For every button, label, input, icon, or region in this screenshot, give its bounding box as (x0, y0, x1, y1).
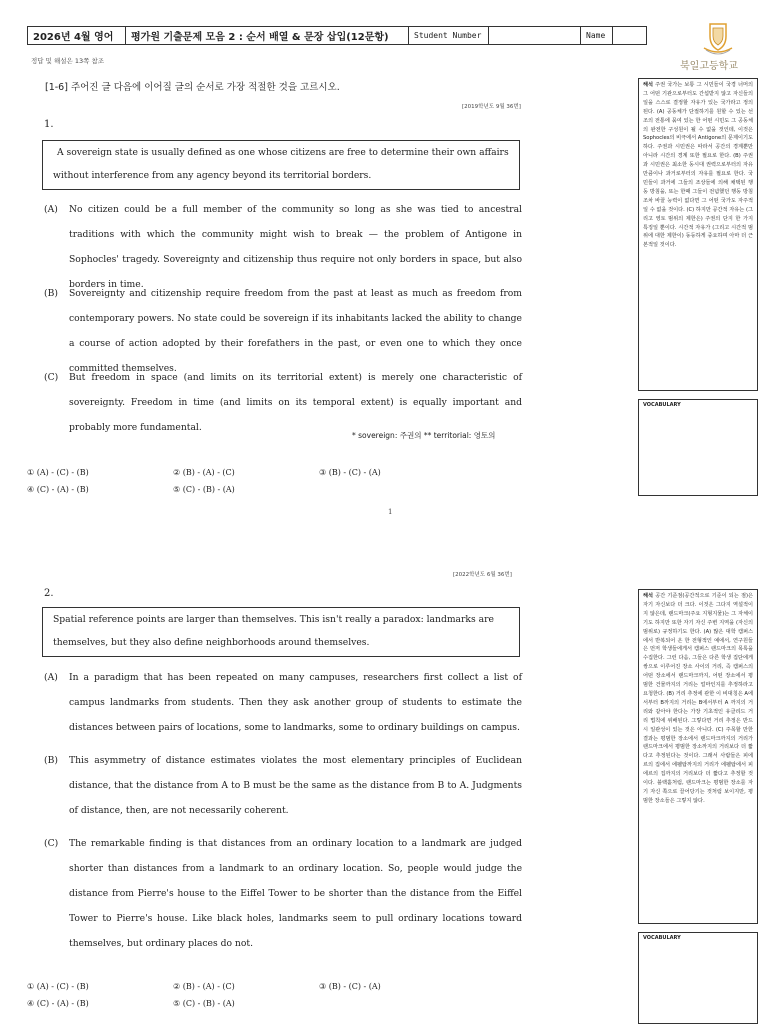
paragraph-c (44, 831, 522, 956)
name-label: Name (581, 27, 613, 44)
exam-title: 평가원 기출문제 모음 2 : 순서 배열 & 문장 삽입(12문항) (126, 27, 409, 44)
question-source: [2022학년도 6월 36번] (453, 572, 512, 578)
exam-header (27, 26, 647, 45)
question-source: [2019학년도 9월 36번] (462, 104, 521, 110)
paragraph-label: (A) (44, 672, 58, 683)
option-1[interactable]: ① (A) - (C) - (B) (27, 468, 89, 477)
paragraph-b (44, 748, 522, 823)
school-logo-icon (700, 20, 736, 56)
paragraph-c (44, 365, 522, 440)
paragraph-a (44, 665, 522, 740)
paragraph-label: (C) (44, 372, 59, 383)
vocabulary-box: VOCABULARY (638, 932, 758, 1024)
question-number: 1. (44, 119, 54, 130)
student-number-field[interactable] (489, 27, 581, 44)
paragraph-text: This asymmetry of distance estimates violates the most elementary principles of Euclidean distance, that the distance from A to B must be the same as the distance from B to A. Judgments of distance, then, are not necessarily coherent. (69, 755, 522, 816)
option-5[interactable]: ⑤ (C) - (B) - (A) (173, 485, 235, 494)
given-passage: Spatial reference points are larger than themselves. This isn't really a paradox: landmarks are themselves, but they also define neighborhoods around themselves. (42, 607, 520, 657)
explanation-heading: 해석 (643, 82, 654, 88)
option-5[interactable]: ⑤ (C) - (B) - (A) (173, 999, 235, 1008)
explanation-text: 공간 기준점(공간적으로 기준이 되는 점)은 자기 자신보다 더 크다. 이것은 그다지 역설적이지 않은데, 랜드마크(주요 지형지물)는 그 자체이기도 하지만 또한 자기 자신 주변 지역을 (자신의 범위로) 규정하기도 한다. (A) 많은 대학 캠퍼스에서 반복되어 온 한 전형적인 예에서, 연구원들은 먼저 학생들에게서 캠퍼스 랜드마크의 목록을 수집한다. 그런 다음, 그들은 다른 학생 집단에게 쌍으로 이루어진 장소 사이의 거리, 즉 캠퍼스의 어떤 장소에서 랜드마크까지, 어떤 장소에서 평범한 건물까지의 거리는 얼마인지를 추정하라고 요청한다. (B) 거리 추정에 관한 이 비대칭은 A에서부터 B까지의 거리는 B에서부터 A 까지의 거리와 같아야 한다는 가장 기초적인 유클리드 거리 법칙에 위배된다. 그렇다면 거리 추정은 반드시 일관성이 있는 것은 아니다. (C) 주목할 만한 결과는 평범한 장소에서 랜드마크까지의 거리가 랜드마크에서 평범한 장소까지의 거리보다 더 짧다고 추정된다는 것이다. 그래서 사람들은 피에르의 집에서 에펠탑까지의 거리가 에펠탑에서 피에르의 집까지의 거리보다 더 짧다고 추정할 것이다. 블랙홀처럼, 랜드마크는 평범한 장소를 자기 자신 쪽으로 끌어당기는 것처럼 보이지만, 평범한 장소들은 그렇지 않다. (643, 593, 753, 804)
explanation-box (638, 589, 758, 924)
paragraph-text: In a paradigm that has been repeated on many campuses, researchers first collect a list of campus landmarks from students. Then they ask another group of students to estimate the distances between pairs of locations, some to landmarks, some to ordinary buildings on campus. (69, 672, 522, 733)
exam-date: 2026년 4월 영어 (28, 27, 126, 44)
instruction: [1-6] 주어진 글 다음에 이어질 글의 순서로 가장 적절한 것을 고르시오. (45, 82, 340, 93)
explanation-text: 주권 국가는 보통 그 시민들이 국경 너머의 그 어떤 기관으로부터도 간섭받지 않고 자신들의 일을 스스로 결정할 자유가 있는 국가라고 정의된다. (A) 공동체가 단절하기를 원할 수 있는 선조의 전통에 묶여 있는 한 어떤 시민도 그 공동체의 완전한 구성원이 될 수 없을 것인데, 이것은 Sophocles의 비극에서 Antigone의 문제이기도 하다. 주권과 시민권은 따라서 공간의 경계뿐만 아니라 시간의 경계 또한 필요로 한다. (B) 주권과 시민권은 최소한 동시대 권력으로부터의 자유만큼이나 과거로부터의 자유를 필요로 한다. 국민들이 과거에 그들의 조상들에 의해 채택된 행동 방침을, 또는 한때 그들이 전념했던 행동 방침조차 바꿀 능력이 없다면 그 어떤 국가도 자주적일 수 없을 것이다. (C) 하지만 공간적 자유는 (그리고 영토 범위의 제한은) 주권의 단지 한 가지 특징일 뿐이다. 시간적 자유가 (그리고 시간적 범위에 대한 제한이) 동등하게 중요하며 아마 더 근본적일 것이다. (643, 82, 753, 249)
answer-reference: 정답 및 해설은 13쪽 참조 (31, 57, 105, 65)
paragraph-label: (B) (44, 755, 58, 766)
name-field[interactable] (613, 27, 646, 44)
paragraph-text: The remarkable finding is that distances from an ordinary location to a landmark are judged shorter than distances from a landmark to an ordinary location. So, people would judge the distance from Pierre's house to the Eiffel Tower to be shorter than the distance from the Eiffel Tower to Pierre's house. Like black holes, landmarks seem to pull ordinary locations toward themselves, but ordinary places do not. (69, 838, 522, 949)
option-3[interactable]: ③ (B) - (C) - (A) (319, 468, 381, 477)
page-number: 1 (388, 508, 393, 516)
paragraph-label: (C) (44, 838, 59, 849)
vocabulary-box: VOCABULARY (638, 399, 758, 496)
option-4[interactable]: ④ (C) - (A) - (B) (27, 485, 89, 494)
option-4[interactable]: ④ (C) - (A) - (B) (27, 999, 89, 1008)
paragraph-text: But freedom in space (and limits on its territorial extent) is merely one characteristic of sovereignty. Freedom in time (and limits on its temporal extent) is equally important and probably more fundamental. (69, 372, 522, 433)
option-3[interactable]: ③ (B) - (C) - (A) (319, 982, 381, 991)
footnote: * sovereign: 주권의 ** territorial: 영토의 (352, 431, 496, 440)
option-2[interactable]: ② (B) - (A) - (C) (173, 468, 235, 477)
given-passage: A sovereign state is usually defined as one whose citizens are free to determine their own affairs without interference from any agency beyond its territorial borders. (42, 140, 520, 190)
paragraph-label: (B) (44, 288, 58, 299)
explanation-box (638, 78, 758, 391)
option-1[interactable]: ① (A) - (C) - (B) (27, 982, 89, 991)
paragraph-text: Sovereignty and citizenship require freedom from the past at least as much as freedom from contemporary powers. No state could be sovereign if its inhabitants lacked the ability to change a course of action adopted by their forefathers in the past, or even one to which they once committed themselves. (69, 288, 522, 374)
option-2[interactable]: ② (B) - (A) - (C) (173, 982, 235, 991)
paragraph-label: (A) (44, 204, 58, 215)
student-number-label: Student Number (409, 27, 489, 44)
explanation-heading: 해석 (643, 593, 654, 599)
answer-options (27, 978, 465, 1012)
question-number: 2. (44, 588, 54, 599)
school-name: 북일고등학교 (680, 61, 738, 72)
answer-options (27, 464, 465, 498)
paragraph-text: No citizen could be a full member of the community so long as she was tied to ancestral traditions with which the community might wish to break — the problem of Antigone in Sophocles' tragedy. Sovereignty and citizenship thus require not only borders in space, but also borders in time. (69, 204, 522, 290)
